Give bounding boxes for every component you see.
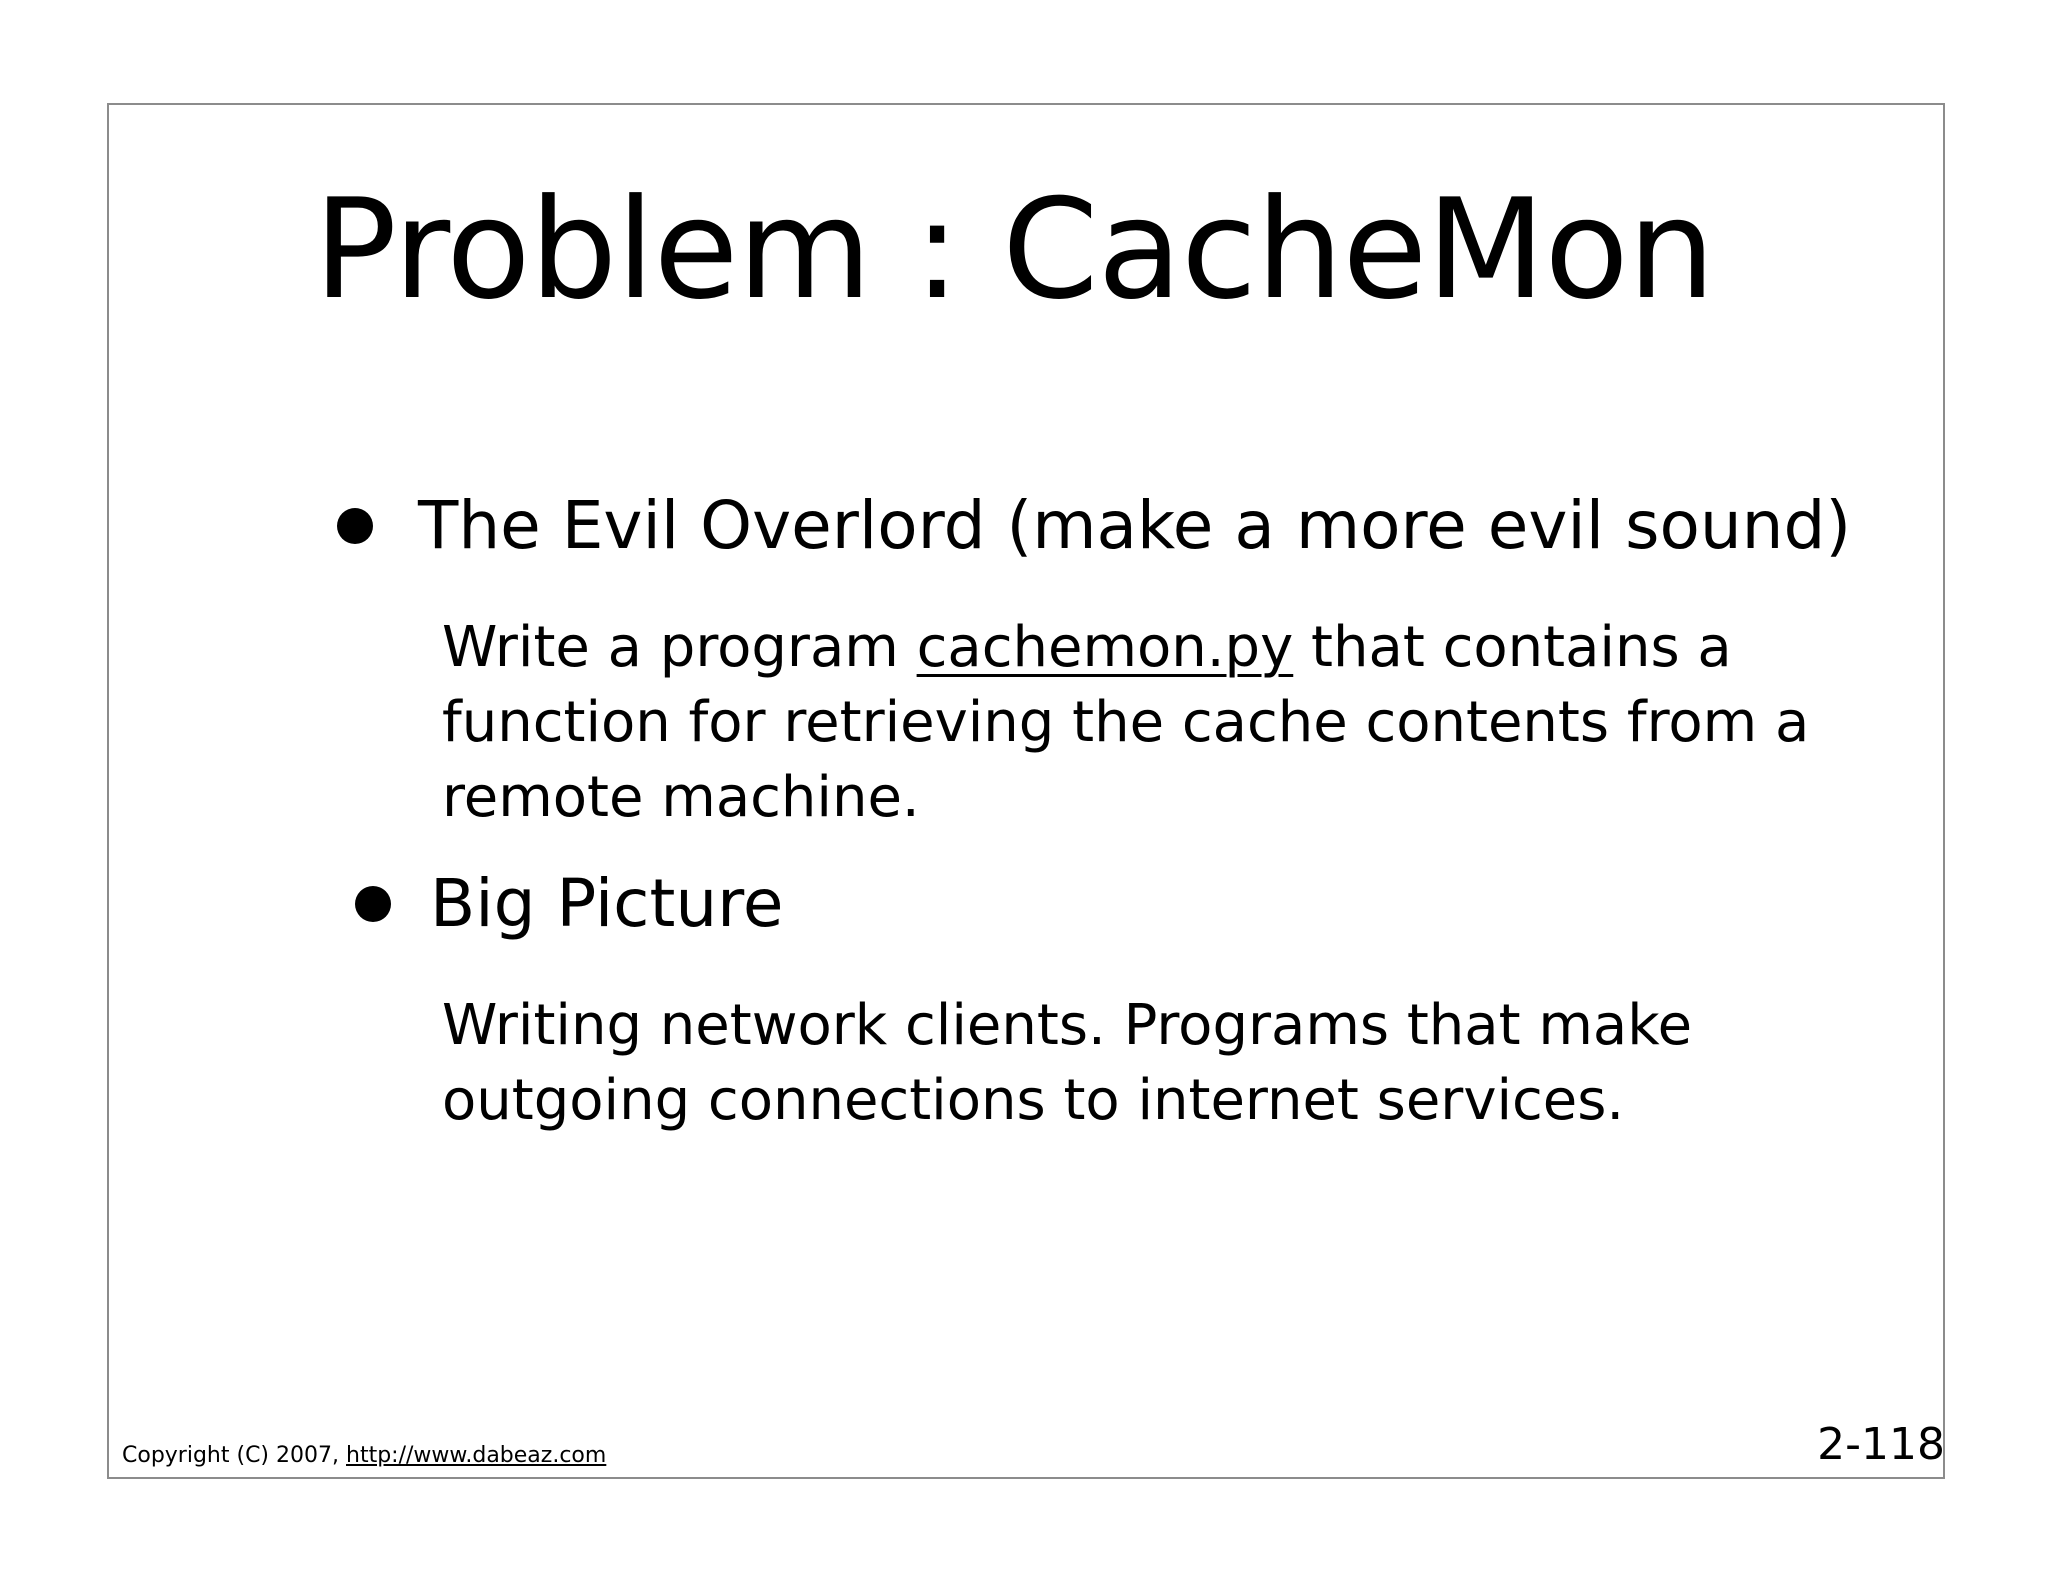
bullet-1-line-1 xyxy=(442,610,1732,685)
cachemon-filename: cachemon.py xyxy=(916,615,1294,680)
dabeaz-link[interactable]: http://www.dabeaz.com xyxy=(346,1443,607,1468)
bullet-1-line-3: remote machine. xyxy=(442,765,920,830)
bullet-2-line-1: Writing network clients. Programs that make xyxy=(442,993,1693,1058)
bullet-dot-2 xyxy=(355,886,391,922)
copyright-text: Copyright (C) 2007, xyxy=(122,1443,346,1468)
bullet-1-line-2: function for retrieving the cache contents from a xyxy=(442,690,1810,755)
bullet-1-line-1-after: that contains a xyxy=(1293,615,1732,680)
bullet-heading-big-picture: Big Picture xyxy=(430,865,784,942)
bullet-dot-1 xyxy=(337,508,373,544)
slide-title: Problem : CacheMon xyxy=(313,169,1715,330)
bullet-1-line-1-before: Write a program xyxy=(442,615,917,680)
bullet-heading-evil-overlord: The Evil Overlord (make a more evil sound) xyxy=(418,487,1852,564)
footer-copyright xyxy=(122,1443,606,1469)
page-number: 2-118 xyxy=(1817,1419,1945,1470)
bullet-2-line-2: outgoing connections to internet services. xyxy=(442,1068,1625,1133)
